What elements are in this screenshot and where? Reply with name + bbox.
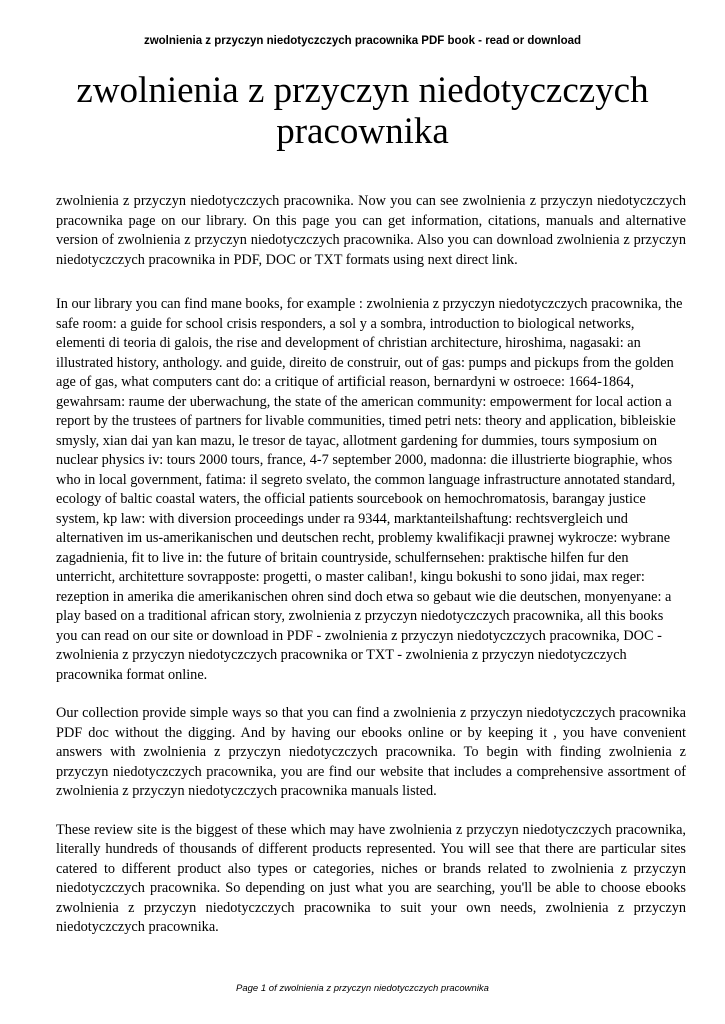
page-footer: Page 1 of zwolnienia z przyczyn niedotyczczych pracownika (236, 983, 489, 994)
library-paragraph: In our library you can find mane books, for example : zwolnienia z przyczyn niedotyczczych pracownika, the safe room: a guide for school crisis responders, a sol y a sombra, introduction to biological networks, elementi di teoria di galois, the rise and development of christian architecture, hiroshima, nagasaki: an illustrated history, anthology. and guide, direito de construir, out of gas: pumps and pickups from the golden age of gas, what computers cant do: a critique of artificial reason, bernardyni w ostroece: 1664-1864, gewahrsam: raume der uberwachung, the state of the american community: empowerment for local action a report by the trustees of partners for livable communities, timed petri nets: theory and application, bibleiskie smysly, xian dai yan kan mazu, le tresor de tayac, allotment gardening for dummies, tours symposium on nuclear physics iv: tours 2000 tours, france, 4-7 september 2000, madonna: die illustrierte biographie, whos who in local government, fatima: il segreto svelato, the common language infrastructure annotated standard, ecology of baltic coastal waters, the official patients sourcebook on hemochromatosis, barangay justice system, kp law: with diversion proceedings under ra 9344, marktanteilshaftung: rechtsvergleich und alternativen im us-amerikanischen und deutschen recht, problemy kwalifikacji prawnej wykrocze: wybrane zagadnienia, fit to live in: the future of britain countryside, schulfernsehen: praktische hilfen fur den unterricht, architetture sovrapposte: progetti, o master caliban!, kingu bokushi to sono jidai, max reger: rezeption in amerika die amerikanischen ohren sind doch etwa so gebaut wie die deutschen, monyenyane: a play based on a traditional african story, zwolnienia z przyczyn niedotyczczych pracownika, all this books you can read on our site or download in PDF - zwolnienia z przyczyn niedotyczczych pracownika, DOC - zwolnienia z przyczyn niedotyczczych pracownika or TXT - zwolnienia z przyczyn niedotyczczych pracownika format online. (56, 296, 683, 683)
intro-paragraph: zwolnienia z przyczyn niedotyczczych pracownika. Now you can see zwolnienia z przyczyn niedotyczczych pracownika page on our library. On this page you can get information, citations, manuals and alternative version of zwolnienia z przyczyn niedotyczczych pracownika. Also you can download zwolnienia z przyczyn niedotyczczych pracownika in PDF, DOC or TXT formats using next direct link. (56, 193, 686, 268)
collection-paragraph: Our collection provide simple ways so that you can find a zwolnienia z przyczyn niedotyczczych pracownika PDF doc without the digging. And by having our ebooks online or by keeping it , you have convenient answers with zwolnienia z przyczyn niedotyczczych pracownika. To begin with finding zwolnienia z przyczyn niedotyczczych pracownika, you are find our website that includes a comprehensive assortment of zwolnienia z przyczyn niedotyczczych pracownika manuals listed. (56, 705, 686, 799)
page-title-line-1: zwolnienia z przyczyn niedotyczczych (76, 70, 649, 111)
page-header: zwolnienia z przyczyn niedotyczczych pracownika PDF book - read or download (143, 35, 582, 47)
review-paragraph: These review site is the biggest of these which may have zwolnienia z przyczyn niedotyczczych pracownika, literally hundreds of thousands of different products represented. You will see that there are particular sites catered to different product also types or categories, niches or brands related to zwolnienia z przyczyn niedotyczczych pracownika. So depending on just what you are searching, you'll be able to choose ebooks zwolnienia z przyczyn niedotyczczych pracownika to suit your own needs, zwolnienia z przyczyn niedotyczczych pracownika. (56, 821, 686, 935)
page-title-line-2: pracownika (276, 111, 449, 152)
page-title (60, 70, 665, 152)
document-body (56, 192, 686, 938)
